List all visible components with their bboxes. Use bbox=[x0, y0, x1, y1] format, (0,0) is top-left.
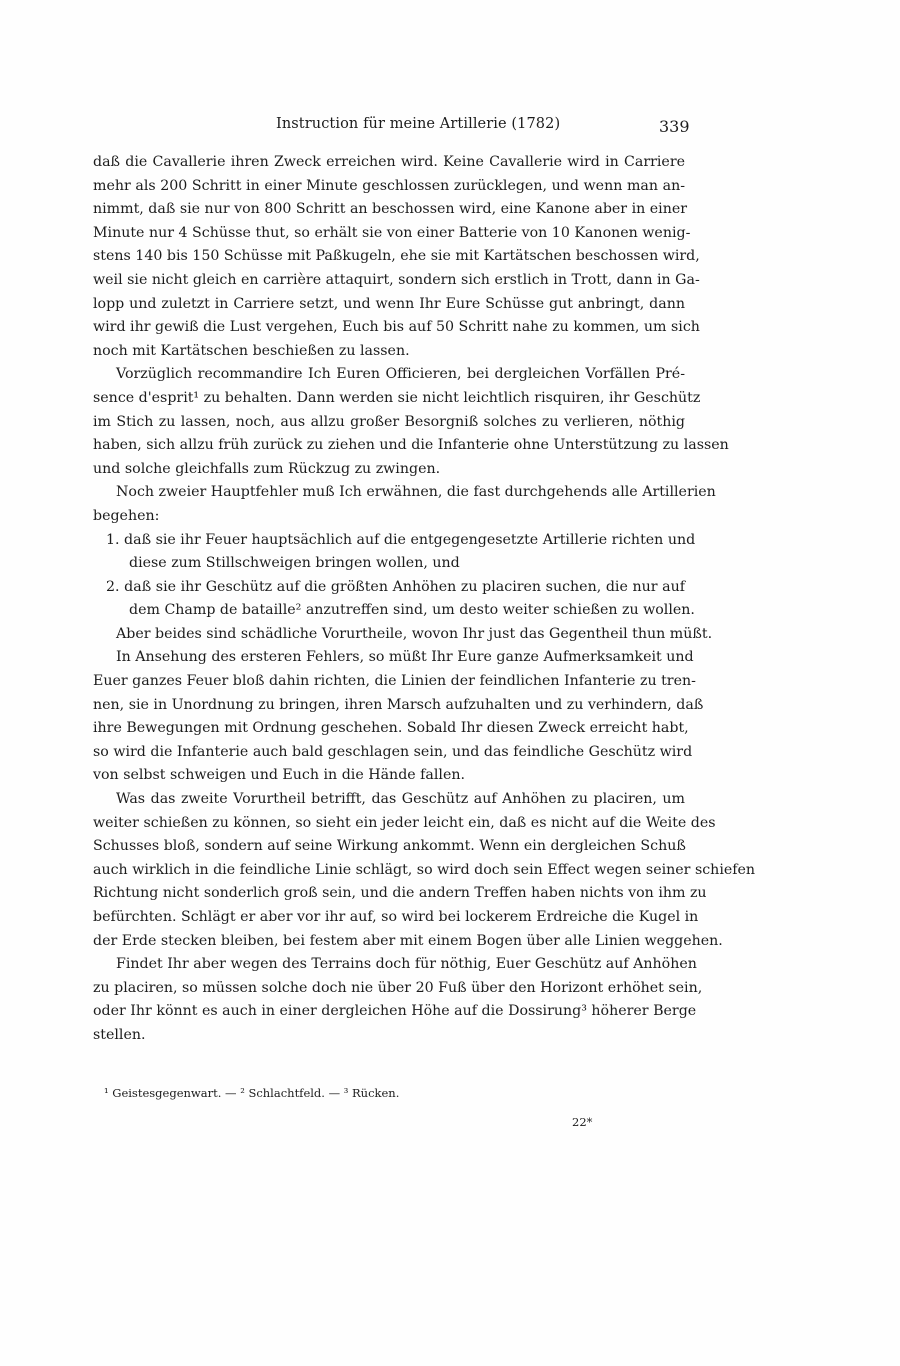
text-line: befürchten. Schlägt er aber vor ihr auf, so wird bei lockerem Erdreiche die Kugel in bbox=[93, 909, 699, 925]
text-line: nimmt, daß sie nur von 800 Schritt an beschossen wird, eine Kanone aber in einer bbox=[93, 201, 688, 218]
text-line: Minute nur 4 Schüsse thut, so erhält sie von einer Batterie von 10 Kanonen wenig- bbox=[93, 224, 691, 241]
text-line: oder Ihr könnt es auch in einer dergleichen Höhe auf die Dossirung³ höherer Berge bbox=[93, 1003, 697, 1020]
text-line: Euer ganzes Feuer bloß dahin richten, die Linien der feindlichen Infanterie zu tren- bbox=[93, 673, 696, 690]
text-line: im Stich zu lassen, noch, aus allzu großer Besorgniß solches zu verlieren, nöthig bbox=[93, 413, 685, 430]
text-line: von selbst schweigen und Euch in die Hände fallen. bbox=[93, 767, 466, 784]
text-line: diese zum Stillschweigen bringen wollen, und bbox=[129, 555, 460, 572]
text-line: sence d'esprit¹ zu behalten. Dann werden sie nicht leichtlich risquiren, ihr Geschütz bbox=[93, 389, 701, 406]
text-line: wird ihr gewiß die Lust vergehen, Euch bis auf 50 Schritt nahe zu kommen, um sich bbox=[93, 319, 700, 336]
text-line: haben, sich allzu früh zurück zu ziehen und die Infanterie ohne Unterstützung zu lassen bbox=[93, 437, 729, 454]
text-line: In Ansehung des ersteren Fehlers, so müßt Ihr Eure ganze Aufmerksamkeit und bbox=[116, 649, 694, 666]
text-line: 1. daß sie ihr Feuer hauptsächlich auf die entgegengesetzte Artillerie richten und bbox=[106, 531, 696, 548]
text-line: der Erde stecken bleiben, bei festem aber mit einem Bogen über alle Linien weggehen. bbox=[93, 932, 723, 949]
text-line: lopp und zuletzt in Carriere setzt, und wenn Ihr Eure Schüsse gut anbringt, dann bbox=[93, 295, 685, 312]
text-line: so wird die Infanterie auch bald geschlagen sein, und das feindliche Geschütz wird bbox=[93, 743, 693, 760]
text-line: weil sie nicht gleich en carrière attaquirt, sondern sich erstlich in Trott, dann in Ga- bbox=[93, 271, 700, 288]
text-line: noch mit Kartätschen beschießen zu lassen. bbox=[93, 342, 410, 359]
text-line: ihre Bewegungen mit Ordnung geschehen. Sobald Ihr diesen Zweck erreicht habt, bbox=[93, 720, 689, 737]
text-line: stellen. bbox=[93, 1026, 146, 1043]
text-line: stens 140 bis 150 Schüsse mit Paßkugeln, ehe sie mit Kartätschen beschossen wird, bbox=[93, 248, 700, 265]
text-line: weiter schießen zu können, so sieht ein jeder leicht ein, daß es nicht auf die Weite des bbox=[93, 814, 716, 831]
text-line: daß die Cavallerie ihren Zweck erreichen wird. Keine Cavallerie wird in Carriere bbox=[93, 154, 685, 170]
text-line: dem Champ de bataille² anzutreffen sind, um desto weiter schießen zu wollen. bbox=[129, 602, 695, 619]
text-line: Aber beides sind schädliche Vorurtheile, wovon Ihr just das Gegentheil thun müßt. bbox=[116, 625, 713, 642]
text-line: 2. daß sie ihr Geschütz auf die größten Anhöhen zu placiren suchen, die nur auf bbox=[106, 578, 685, 595]
footnotes: ¹ Geistesgegenwart. — ² Schlachtfeld. — ³ Rücken. bbox=[104, 1086, 400, 1100]
text-line: und solche gleichfalls zum Rückzug zu zwingen. bbox=[93, 460, 441, 477]
text-line: nen, sie in Unordnung zu bringen, ihren Marsch aufzuhalten und zu verhindern, daß bbox=[93, 696, 704, 713]
text-line: Was das zweite Vorurtheil betrifft, das Geschütz auf Anhöhen zu placiren, um bbox=[116, 791, 685, 808]
running-header-title: Instruction für meine Artillerie (1782) bbox=[276, 116, 561, 132]
text-line: Richtung nicht sonderlich groß sein, und die andern Treffen haben nichts von ihm zu bbox=[93, 885, 707, 902]
text-line: Schusses bloß, sondern auf seine Wirkung ankommt. Wenn ein dergleichen Schuß bbox=[93, 838, 686, 855]
signature-mark: 22* bbox=[572, 1115, 593, 1129]
text-line: auch wirklich in die feindliche Linie schlägt, so wird doch sein Effect wegen seiner schiefen bbox=[93, 861, 756, 878]
text-line: mehr als 200 Schritt in einer Minute geschlossen zurücklegen, und wenn man an- bbox=[93, 177, 685, 194]
text-line: zu placiren, so müssen solche doch nie über 20 Fuß über den Horizont erhöhet sein, bbox=[93, 979, 703, 996]
body-text bbox=[93, 151, 756, 1048]
text-line: Vorzüglich recommandire Ich Euren Officieren, bei dergleichen Vorfällen Pré- bbox=[116, 366, 685, 383]
text-line: begehen: bbox=[93, 507, 160, 524]
text-line: Noch zweier Hauptfehler muß Ich erwähnen, die fast durchgehends alle Artillerien bbox=[116, 484, 716, 501]
page-number: 339 bbox=[659, 117, 690, 136]
text-line: Findet Ihr aber wegen des Terrains doch für nöthig, Euer Geschütz auf Anhöhen bbox=[116, 956, 697, 973]
